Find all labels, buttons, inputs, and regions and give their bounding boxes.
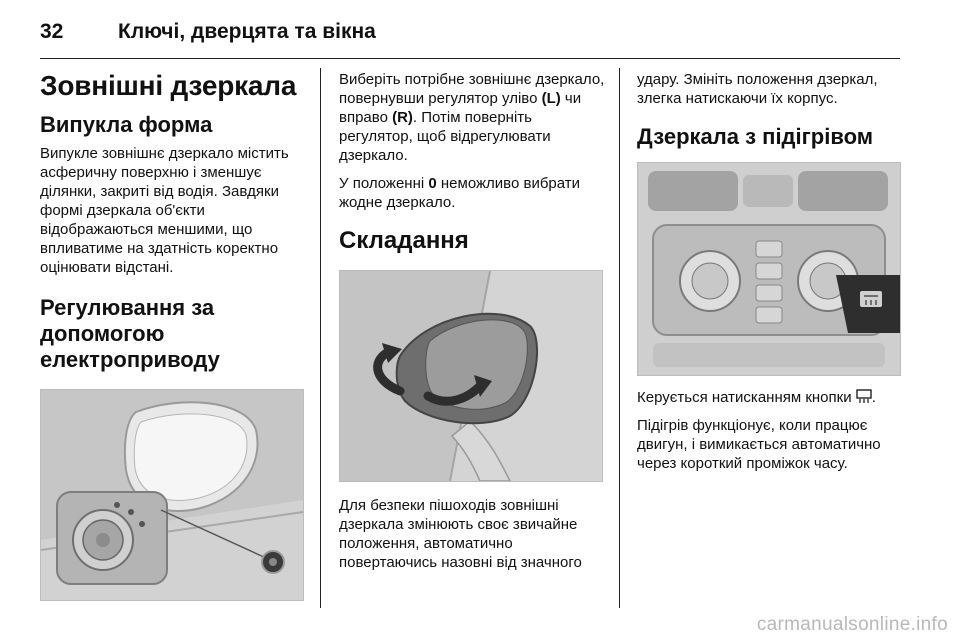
text-fragment: У положенні	[339, 175, 429, 192]
button-text	[637, 388, 907, 407]
right-position-label: (R)	[392, 109, 413, 126]
heated-mirrors-heading: Дзеркала з підігрівом	[637, 124, 874, 149]
chapter-title: Ключі, дверцята та вікна	[118, 20, 376, 43]
mirror-adjust-illustration	[40, 389, 304, 601]
text-fragment: .	[871, 389, 876, 406]
text-fragment: неможливо вибрати жодне дзеркало.	[339, 175, 581, 211]
select-mirror-text	[339, 70, 607, 165]
folding-text: Для безпеки пішоходів зовнішні дзеркала змінюють своє звичайне положення, автоматично повертаючись назовні від значного	[339, 497, 582, 571]
convex-text: Випукле зовнішнє дзеркало містить асферичну поверхню і зменшує ділянки, закриті від водія. Завдяки формі дзеркала об'єкти відображаються меншими, що впливатиме на здатність коректно оцінювати відстані.	[40, 145, 289, 276]
heated-mirror-button-illustration	[637, 162, 901, 376]
zero-position-text	[339, 174, 607, 212]
column-3	[637, 70, 907, 482]
text-fragment: чи вправо	[339, 90, 582, 126]
heating-info-text: Підігрів функціонує, коли працює двигун, і вимикається автоматично через короткий проміжок часу.	[637, 417, 881, 472]
text-fragment: Виберіть потрібне зовнішнє дзеркало, повернувши регулятор уліво	[339, 71, 605, 107]
folding-continued-text: удару. Змініть положення дзеркал, злегка натискаючи їх корпус.	[637, 71, 878, 107]
page-number: 32	[40, 20, 64, 43]
column-1	[40, 70, 305, 601]
zero-position-label: 0	[428, 175, 437, 192]
electric-adjust-heading: Регулювання за допомогою електроприводу	[40, 295, 220, 372]
folding-heading: Складання	[339, 227, 469, 254]
text-fragment: . Потім поверніть регулятор, щоб відрегулювати дзеркало.	[339, 109, 551, 164]
column-2	[339, 70, 607, 581]
text-fragment: Керується натисканням кнопки	[637, 389, 856, 406]
page-header	[0, 0, 960, 60]
convex-heading: Випукла форма	[40, 112, 213, 137]
watermark: carmanualsonline.info	[756, 614, 948, 635]
section-title: Зовнішні дзеркала	[40, 70, 297, 101]
left-position-label: (L)	[541, 90, 561, 107]
heated-mirror-icon	[856, 389, 872, 404]
column-divider-1	[320, 68, 321, 608]
header-rule	[40, 58, 900, 59]
mirror-folding-illustration	[339, 270, 603, 482]
column-divider-2	[619, 68, 620, 608]
